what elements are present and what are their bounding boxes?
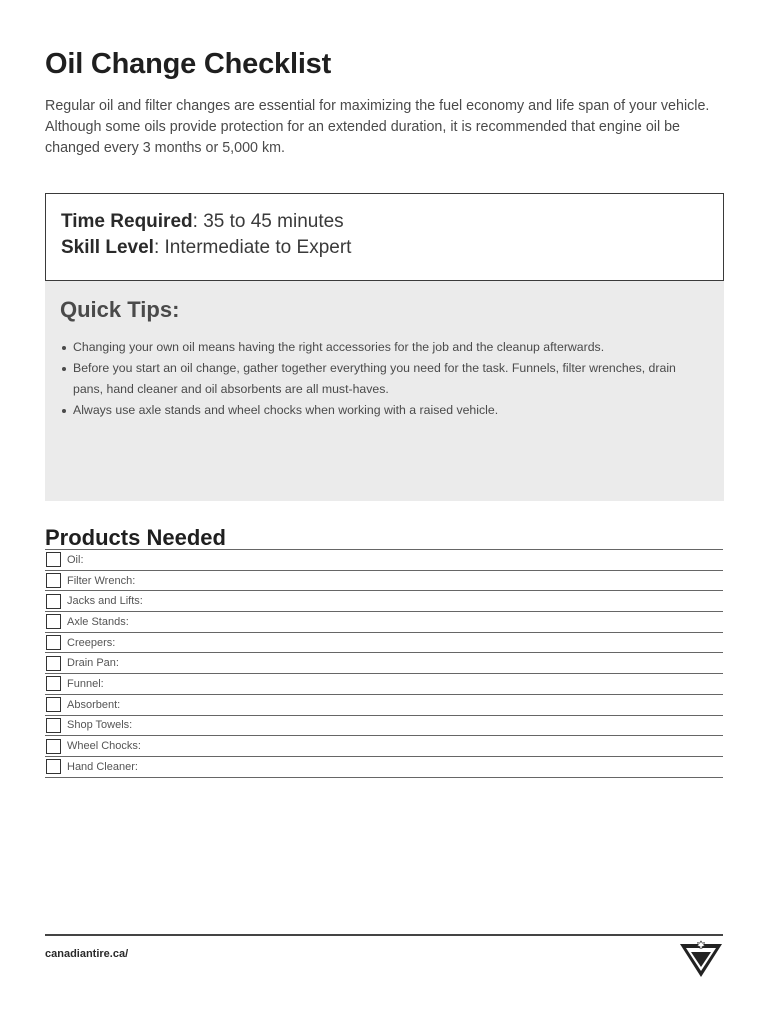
checklist-row-absorbent [45, 695, 723, 716]
checkbox[interactable] [46, 614, 61, 629]
checklist-label: Axle Stands: [67, 615, 129, 628]
checklist-row-hand-cleaner [45, 757, 723, 778]
checkbox[interactable] [46, 573, 61, 588]
time-required-value: : 35 to 45 minutes [192, 211, 344, 232]
checklist-label: Filter Wrench: [67, 574, 136, 587]
checkbox[interactable] [46, 676, 61, 691]
quick-tips-box [45, 281, 724, 501]
checklist-label: Drain Pan: [67, 657, 119, 670]
quick-tips-title: Quick Tips: [60, 297, 180, 322]
skill-level-label: Skill Level [61, 237, 154, 258]
checklist-label: Funnel: [67, 677, 104, 690]
tip-item: Before you start an oil change, gather together everything you need for the task. Funnels, filter wrenches, drain pans, hand cleaner and oil absorbents are all must-haves. [60, 358, 709, 400]
canadian-tire-logo-icon [679, 940, 723, 978]
checklist-label: Jacks and Lifts: [67, 595, 143, 608]
skill-level-value: : Intermediate to Expert [153, 237, 352, 258]
checkbox[interactable] [46, 739, 61, 754]
checklist-row-axle-stands [45, 612, 723, 633]
checklist-row-creepers [45, 633, 723, 654]
checkbox[interactable] [46, 759, 61, 774]
products-checklist [45, 549, 723, 778]
checklist-label: Hand Cleaner: [67, 760, 138, 773]
checkbox[interactable] [46, 697, 61, 712]
checklist-label: Oil: [67, 553, 84, 566]
checkbox[interactable] [46, 552, 61, 567]
footer-divider [45, 934, 723, 936]
footer-url-link[interactable]: canadiantire.ca/ [45, 948, 129, 960]
checklist-row-funnel [45, 674, 723, 695]
quick-tips-list [60, 337, 709, 421]
checkbox[interactable] [46, 594, 61, 609]
checklist-row-jacks-and-lifts [45, 591, 723, 612]
products-needed-title: Products Needed [45, 525, 226, 550]
checkbox[interactable] [46, 656, 61, 671]
checkbox[interactable] [46, 635, 61, 650]
skill-level-line [61, 235, 708, 261]
checklist-label: Wheel Chocks: [67, 740, 141, 753]
checklist-label: Creepers: [67, 636, 116, 649]
tip-item: Always use axle stands and wheel chocks when working with a raised vehicle. [60, 400, 709, 421]
tip-item: Changing your own oil means having the right accessories for the job and the cleanup afterwards. [60, 337, 709, 358]
checklist-row-wheel-chocks [45, 736, 723, 757]
page-title: Oil Change Checklist [45, 48, 332, 80]
checklist-row-drain-pan [45, 653, 723, 674]
checklist-row-shop-towels [45, 716, 723, 737]
checklist-row-filter-wrench [45, 571, 723, 592]
time-required-line [61, 209, 708, 235]
info-box [45, 193, 724, 281]
checklist-label: Shop Towels: [67, 719, 133, 732]
checklist-label: Absorbent: [67, 698, 121, 711]
checkbox[interactable] [46, 718, 61, 733]
intro-paragraph: Regular oil and filter changes are essential for maximizing the fuel economy and life span of your vehicle. Although some oils provide protection for an extended duration, it is recommended that engine oil be changed every 3 months or 5,000 km. [45, 98, 710, 156]
time-required-label: Time Required [61, 211, 193, 232]
checklist-row-oil [45, 550, 723, 571]
